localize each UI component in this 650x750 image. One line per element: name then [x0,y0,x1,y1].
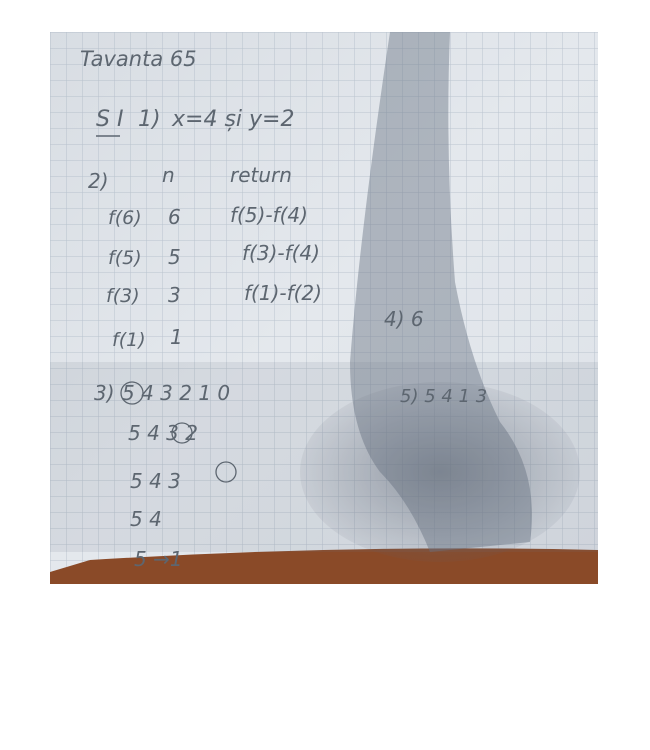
seq-line: 5 4 3 2 [128,421,198,445]
row-n: 1 [170,325,183,349]
note-item1: 1) [138,107,161,132]
note-item1-text: x=4 și y=2 [172,107,295,132]
seq-line: 5 →1 [134,547,183,571]
row-return: f(3)-f(4) [242,241,320,265]
note-s1-label: S I [96,107,124,132]
note-item3: 3) [94,381,115,405]
col-header-return: return [230,163,292,187]
seq-line: 5 4 [130,507,162,531]
note-item2: 2) [88,169,109,193]
row-f: f(3) [106,285,140,307]
row-f: f(5) [108,247,142,269]
row-n: 6 [168,205,181,229]
row-n: 3 [168,283,181,307]
col-header-n: n [162,163,175,187]
row-return: f(5)-f(4) [230,203,308,227]
row-return: f(1)-f(2) [244,281,322,305]
notebook-photo [50,32,598,584]
row-f: f(6) [108,207,142,229]
row-n: 5 [168,245,181,269]
seq-line: 5 4 3 [130,469,181,493]
seq-line: 5 4 3 2 1 0 [122,381,231,405]
note-item4: 4) 6 [384,307,424,331]
note-item5: 5) 5 4 1 3 [400,386,488,407]
note-title: Tavanta 65 [80,47,197,71]
notebook-photo-svg [50,32,598,584]
row-f: f(1) [112,329,146,351]
